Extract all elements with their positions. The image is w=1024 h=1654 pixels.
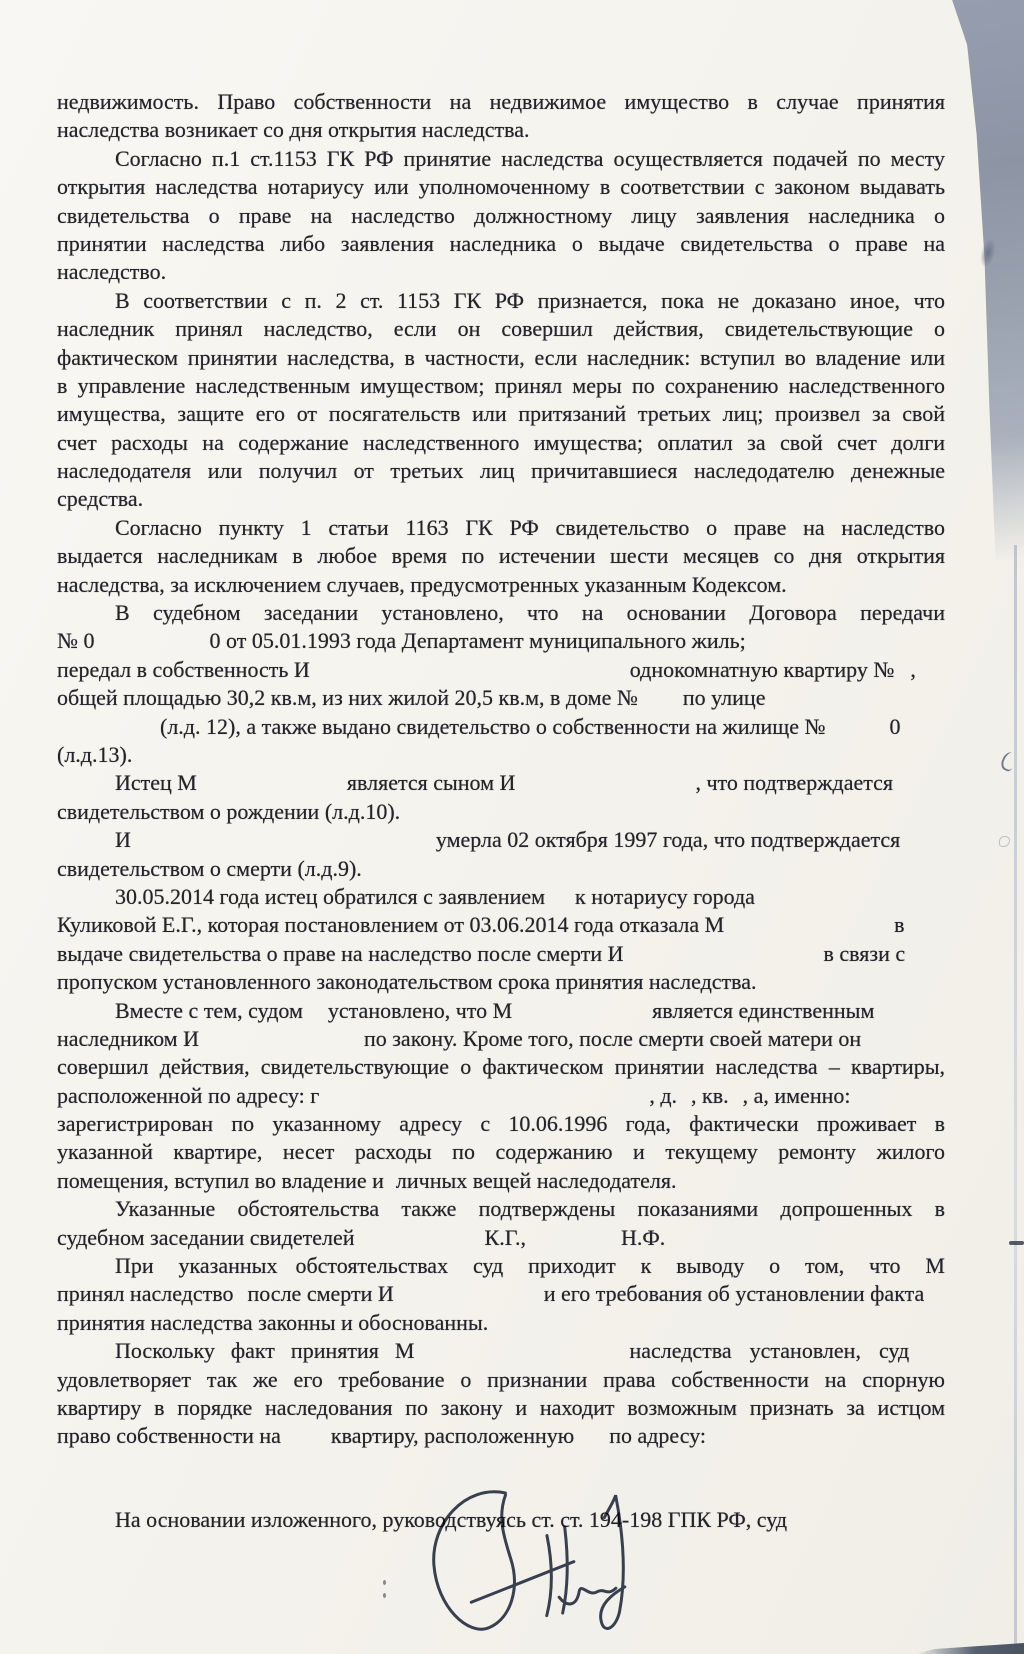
redaction-gap [95,647,210,648]
document-line: № 0 0 от 05.01.1993 года Департамент муниципального жиль; [57,628,746,654]
redaction-gap [199,1045,364,1046]
redaction-gap [275,1357,291,1358]
signature-flourish [596,1495,626,1629]
redaction-gap [277,1272,295,1273]
redaction-gap [545,903,575,904]
document-line: свидетельства о праве на наследство должностному лицу заявления наследника о [57,202,945,228]
document-line: открытия наследства нотариусу или уполномоченному в соответствии с законом выдавать [57,174,945,200]
document-line: свидетельством о рождении (л.д.10). [57,798,401,824]
document-line: (л.д. 12), а также выдано свидетельство о собственности на жилище № 0 [160,713,901,739]
document-line: недвижимость. Право собственности на недвижимое имущество в случае принятия [57,89,945,114]
document-line: расположенной по адресу: г , д. , кв. , а, именно: [57,1082,851,1108]
document-line: Истец М является сыном И , что подтверждается [115,770,893,796]
redaction-gap [281,1442,331,1443]
document-line: передал в собственность И однокомнатную квартиру № , [57,656,916,682]
redaction-gap [233,1300,247,1301]
document-line: право собственности на квартиру, расположенную по адресу: [57,1423,707,1449]
redaction-gap [303,1017,328,1018]
document-line: фактическом принятии наследства, в частности, если наследник: вступил во владение или [57,344,945,370]
document-line: выдаче свидетельства о праве на наследство после смерти И в связи с [57,940,906,966]
redaction-gap [825,733,889,734]
handwritten-signature-ink [417,1474,653,1654]
redaction-gap [310,676,630,677]
document-line: имущества, защите его от посягательств или притязаний третьих лиц; произвел за свой [57,401,945,427]
stray-ink-dot [383,1593,386,1598]
document-line: наследником И по закону. Кроме того, после смерти своей матери он [57,1025,862,1051]
document-line: наследства, за исключением случаев, предусмотренных указанным Кодексом. [57,571,787,597]
redaction-gap [894,676,910,677]
document-line: Согласно п.1 ст.1153 ГК РФ принятие наследства осуществляется подачей по месту [115,145,945,171]
signature-loop [431,1491,516,1631]
document-line: пропуском установленного законодательством срока принятия наследства. [57,969,757,995]
document-line: средства. [57,486,144,512]
document-line: (л.д.13). [57,741,133,767]
redaction-gap [732,1357,750,1358]
document-line: наследник принял наследство, если он совершил действия, свидетельствующие о [57,316,945,342]
redaction-gap [394,1300,544,1301]
scan-corner-shadow-bottom-right [915,1643,1024,1654]
redaction-gap [131,846,436,847]
document-line: Поскольку факт принятия М наследства установлен, суд [115,1338,910,1364]
document-line: Куликовой Е.Г., которая постановлением от 03.06.2014 года отказала М в [57,912,905,938]
document-line: помещения, вступил во владение и личных вещей наследодателя. [57,1167,677,1193]
redaction-gap [624,960,824,961]
document-line: наследство. [57,259,167,285]
document-line: принял наследство после смерти И и его требования об установлении факта [57,1281,925,1307]
redaction-gap [724,931,894,932]
document-line: свидетельством о смерти (л.д.9). [57,855,362,881]
scan-edge-shadow-top-right [945,0,1024,560]
text-block [57,88,945,1534]
document-line: И умерла 02 октября 1997 года, что подтверждается [115,827,901,853]
redaction-gap [512,1017,652,1018]
document-line: выдается наследникам в любое время по истечении шести месяцев со дня открытия [57,543,945,569]
redaction-gap [729,1102,743,1103]
document-line: зарегистрирован по указанному адресу с 10.06.1996 года, фактически проживает в [57,1111,945,1137]
document-line: 30.05.2014 года истец обратился с заявлением к нотариусу города [115,883,755,909]
redaction-gap [319,1102,649,1103]
redaction-gap [638,704,683,705]
document-line: На основании изложенного, руководствуясь ст. ст. 194-198 ГПК РФ, суд [115,1506,788,1532]
redaction-gap [384,1187,396,1188]
document-line: Согласно пункту 1 статьи 1163 ГК РФ свидетельство о праве на наследство [115,514,945,540]
document-line: принятия наследства законны и обоснованны. [57,1309,489,1335]
document-line: удовлетворяет так же его требование о признании права собственности на спорную [57,1366,945,1392]
document-line: В соответствии с п. 2 ст. 1153 ГК РФ признается, пока не доказано иное, что [115,287,945,313]
redaction-gap [526,1244,621,1245]
document-line: При указанных обстоятельствах суд приходит к выводу о том, что М [115,1253,945,1279]
redaction-gap [414,1357,629,1358]
document-line: наследодателя или получил от третьих лиц причитавшиеся наследодателю денежные [57,458,945,484]
document-line: совершил действия, свидетельствующие о фактическом принятии наследства – квартиры, [57,1054,945,1080]
redaction-gap [355,1244,485,1245]
redaction-gap [677,1102,691,1103]
redaction-gap [846,1386,862,1387]
stray-ink-dot [383,1580,386,1585]
redaction-gap [215,1357,231,1358]
document-line: наследства возникает со дня открытия наследства. [57,117,530,143]
edge-faint-mark [999,836,1010,847]
document-line: Вместе с тем, судом установлено, что М является единственным [115,997,875,1023]
document-line: В судебном заседании установлено, что на основании Договора передачи [115,600,945,626]
document-line: общей площадью 30,2 кв.м, из них жилой 20,5 кв.м, в доме № по улице [57,685,766,711]
document-line: Указанные обстоятельства также подтверждены показаниями допрошенных в [115,1196,945,1222]
document-line: судебном заседании свидетелей К.Г., Н.Ф. [57,1224,666,1250]
document-line: указанной квартире, несет расходы по содержанию и текущему ремонту жилого [57,1139,945,1165]
document-line: счет расходы на содержание наследственного имущества; оплатил за свой счет долги [57,429,945,455]
redaction-gap [515,789,695,790]
document-line: квартиру в порядке наследования по закону и находит возможным признать за истцом [57,1394,945,1420]
redaction-gap [379,1357,395,1358]
page-edge-line-right [1014,545,1017,1645]
redaction-gap [861,1357,879,1358]
edge-dash-mark [1009,1241,1024,1245]
redaction-gap [197,789,347,790]
redaction-gap [574,1442,609,1443]
document-line: в управление наследственным имуществом; принял меры по сохранению наследственного [57,372,945,398]
document-line: принятии наследства либо заявления наследника о выдаче свидетельства о праве на [57,230,945,256]
